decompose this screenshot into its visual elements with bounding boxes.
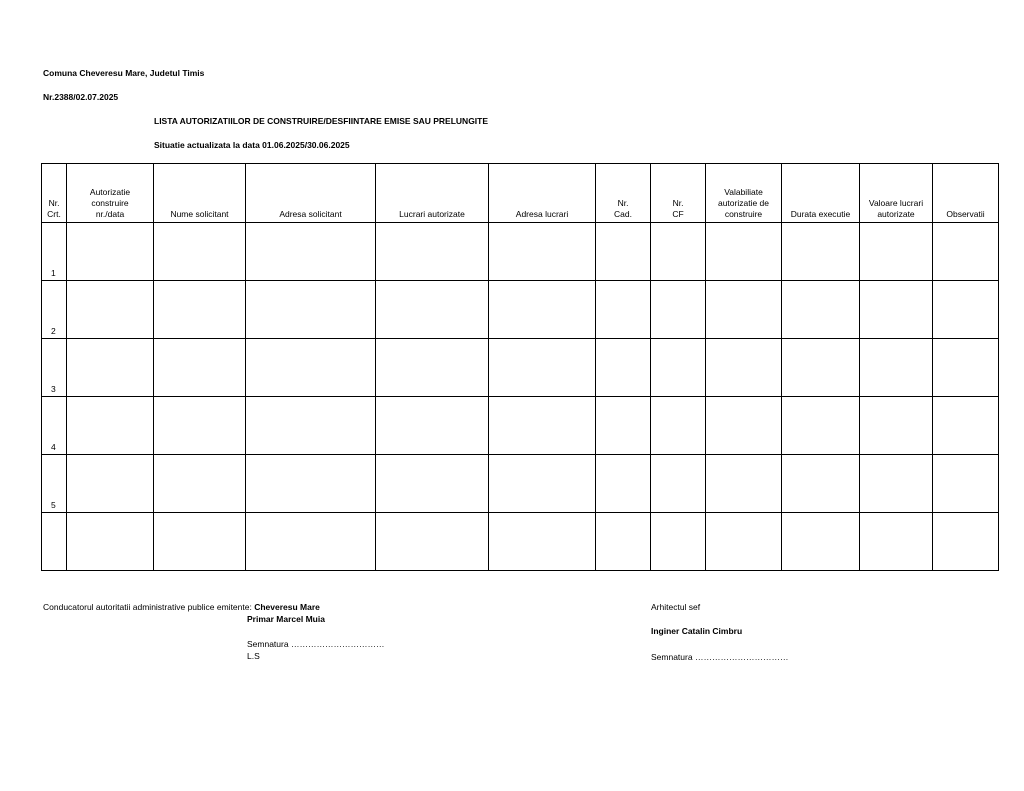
table-cell: [376, 281, 489, 339]
table-cell: [246, 397, 376, 455]
table-body: [42, 223, 999, 571]
table-cell: [706, 455, 782, 513]
table-cell: [860, 513, 933, 571]
table-cell: [860, 223, 933, 281]
header-line: Valoare lucrari: [868, 198, 924, 208]
table-cell: [246, 513, 376, 571]
table-cell: [376, 455, 489, 513]
column-header: [42, 164, 67, 223]
table-cell: [782, 281, 860, 339]
architect-label: Arhitectul sef: [651, 602, 701, 612]
issuing-authority-name: Cheveresu Mare: [254, 602, 320, 612]
header-line: Nr.: [48, 198, 60, 208]
table-cell: [651, 281, 706, 339]
header-line: construire: [91, 198, 129, 208]
table-cell: [782, 455, 860, 513]
table-row: [42, 339, 999, 397]
column-header: [651, 164, 706, 223]
header-line: autorizatie de: [717, 198, 770, 208]
header-line: Autorizatie: [89, 187, 131, 197]
table-cell: [489, 339, 596, 397]
table-row: [42, 455, 999, 513]
table-cell: [489, 223, 596, 281]
table-cell: [67, 339, 154, 397]
seal-label: L.S: [247, 651, 260, 661]
table-cell: [489, 281, 596, 339]
table-cell: [67, 513, 154, 571]
table-row: [42, 223, 999, 281]
table-cell: [596, 397, 651, 455]
table-cell: [596, 455, 651, 513]
column-header: [706, 164, 782, 223]
row-number-cell: 5: [42, 455, 67, 513]
header-line: Cad.: [614, 209, 632, 219]
row-number-cell: 1: [42, 223, 67, 281]
table-row: [42, 513, 999, 571]
header-line: Nr.: [617, 198, 629, 208]
table-row: [42, 281, 999, 339]
table-cell: [489, 397, 596, 455]
table-cell: [706, 281, 782, 339]
table-cell: [933, 223, 999, 281]
header-line: construire: [724, 209, 763, 219]
table-cell: [782, 223, 860, 281]
header-line: Valabiliate: [724, 187, 763, 197]
table-cell: [154, 223, 246, 281]
table-cell: [706, 339, 782, 397]
header-line: Lucrari autorizate: [399, 209, 465, 219]
authorizations-table: [41, 163, 999, 571]
table-cell: [651, 513, 706, 571]
column-header: [782, 164, 860, 223]
column-header: [154, 164, 246, 223]
row-number-cell: [42, 513, 67, 571]
table-cell: [154, 513, 246, 571]
table-cell: [933, 513, 999, 571]
table-cell: [782, 397, 860, 455]
table-cell: [706, 513, 782, 571]
table-cell: [651, 455, 706, 513]
header-line: Observatii: [946, 209, 985, 219]
column-header: [489, 164, 596, 223]
table-cell: [154, 281, 246, 339]
header-line: Crt.: [47, 209, 61, 219]
table-cell: [933, 397, 999, 455]
table-cell: [154, 339, 246, 397]
table-cell: [246, 223, 376, 281]
column-header: [376, 164, 489, 223]
document-subtitle: Situatie actualizata la data 01.06.2025/30.06.2025: [154, 140, 350, 150]
organization-name: Comuna Cheveresu Mare, Judetul Timis: [43, 68, 205, 78]
table-cell: [489, 455, 596, 513]
table-cell: [706, 397, 782, 455]
table-cell: [596, 513, 651, 571]
table-cell: [376, 513, 489, 571]
issuing-authority-line: [43, 602, 320, 613]
table-header-row: [42, 164, 999, 223]
table-cell: [651, 397, 706, 455]
registration-number: Nr.2388/02.07.2025: [43, 92, 119, 102]
architect-name: Inginer Catalin Cimbru: [651, 626, 743, 636]
table-cell: [376, 397, 489, 455]
header-line: Adresa solicitant: [279, 209, 342, 219]
mayor-name: Primar Marcel Muia: [247, 614, 325, 624]
header-line: autorizate: [877, 209, 915, 219]
header-line: Durata executie: [790, 209, 851, 219]
table-cell: [154, 397, 246, 455]
table-cell: [706, 223, 782, 281]
architect-signature-line: Semnatura ……………………………: [651, 652, 789, 662]
table-cell: [596, 339, 651, 397]
table-cell: [651, 339, 706, 397]
row-number-cell: 3: [42, 339, 67, 397]
table-cell: [67, 397, 154, 455]
column-header: [860, 164, 933, 223]
table-cell: [860, 339, 933, 397]
document-title: LISTA AUTORIZATIILOR DE CONSTRUIRE/DESFIINTARE EMISE SAU PRELUNGITE: [154, 116, 489, 126]
row-number-cell: 4: [42, 397, 67, 455]
table-row: [42, 397, 999, 455]
header-line: nr./data: [95, 209, 125, 219]
table-cell: [67, 281, 154, 339]
table-cell: [860, 281, 933, 339]
table-cell: [246, 281, 376, 339]
mayor-signature-line: Semnatura ……………………………: [247, 639, 385, 649]
table-cell: [651, 223, 706, 281]
header-line: CF: [672, 209, 684, 219]
table-cell: [489, 513, 596, 571]
table-cell: [782, 513, 860, 571]
table-cell: [860, 455, 933, 513]
table-cell: [860, 397, 933, 455]
row-number-cell: 2: [42, 281, 67, 339]
table-cell: [67, 223, 154, 281]
table-cell: [782, 339, 860, 397]
column-header: [246, 164, 376, 223]
table-cell: [154, 455, 246, 513]
table-cell: [376, 339, 489, 397]
table-cell: [933, 339, 999, 397]
header-line: Nr.: [672, 198, 684, 208]
table-cell: [933, 455, 999, 513]
column-header: [596, 164, 651, 223]
column-header: [67, 164, 154, 223]
header-line: Adresa lucrari: [515, 209, 569, 219]
table-cell: [246, 339, 376, 397]
table-cell: [596, 281, 651, 339]
issuing-authority-label: Conducatorul autoritatii administrative publice emitente:: [43, 602, 252, 612]
column-header: [933, 164, 999, 223]
table-cell: [246, 455, 376, 513]
header-line: Nume solicitant: [170, 209, 229, 219]
table-cell: [67, 455, 154, 513]
table-cell: [596, 223, 651, 281]
table-cell: [376, 223, 489, 281]
table-cell: [933, 281, 999, 339]
